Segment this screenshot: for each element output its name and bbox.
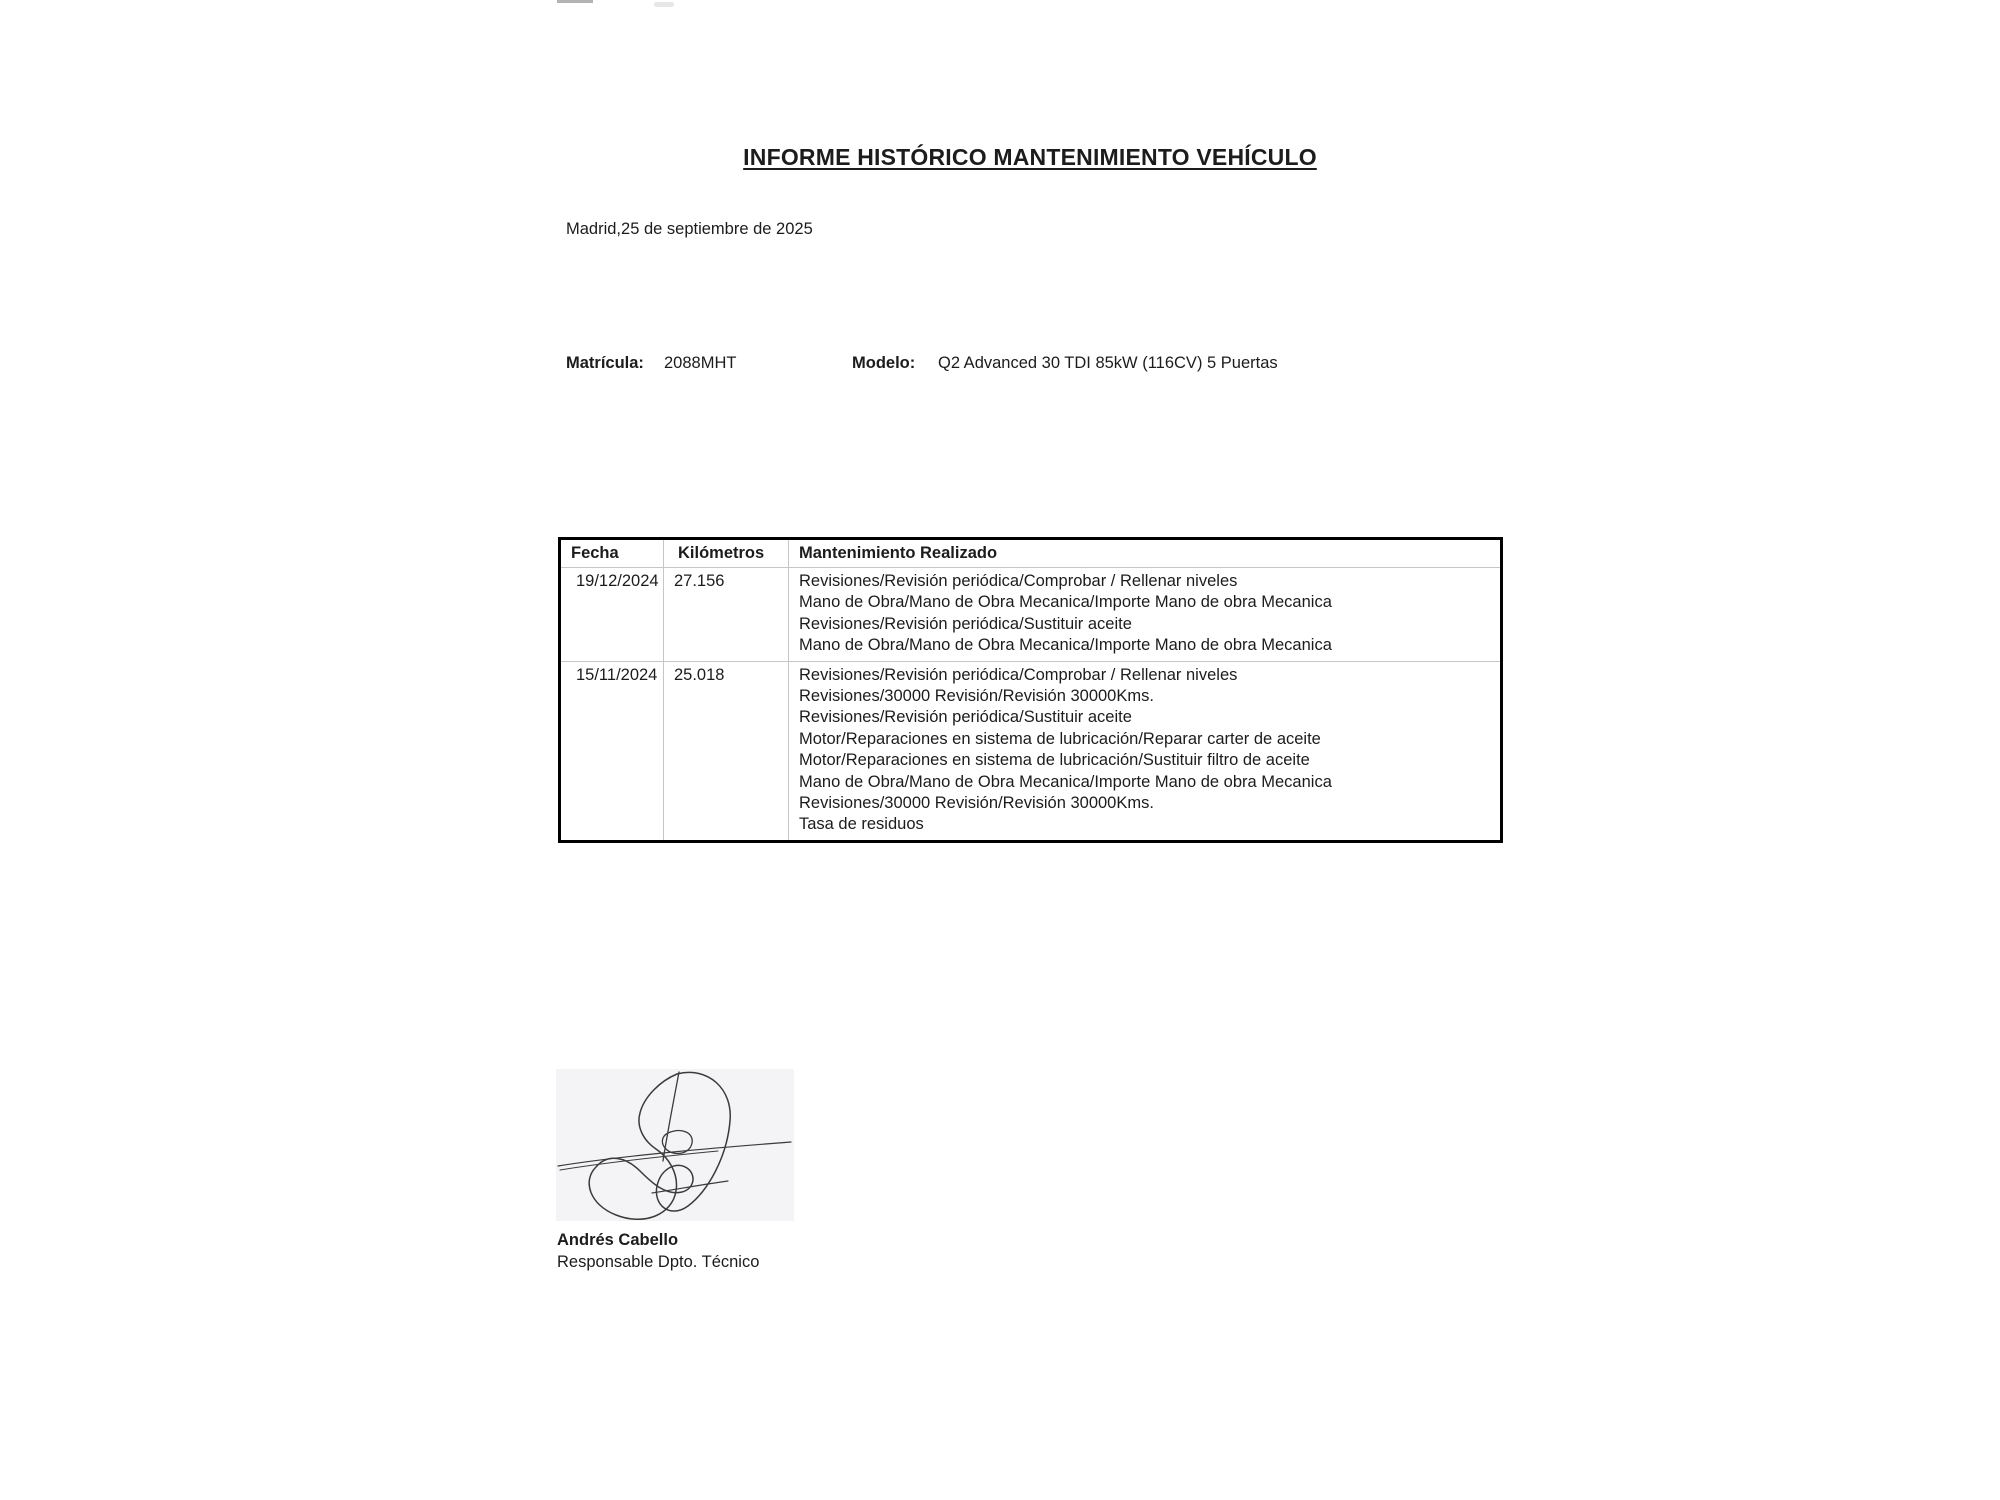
maintenance-item: Revisiones/Revisión periódica/Comprobar / Rellenar niveles <box>799 572 1238 590</box>
matricula-label: Matrícula: <box>566 354 644 372</box>
vehicle-info-line <box>0 354 2000 376</box>
maintenance-item: Mano de Obra/Mano de Obra Mecanica/Importe Mano de obra Mecanica <box>799 636 1332 655</box>
maintenance-item: Motor/Reparaciones en sistema de lubricación/Reparar carter de aceite <box>799 729 1321 748</box>
maintenance-item: Revisiones/Revisión periódica/Comprobar / Rellenar niveles <box>799 665 1238 684</box>
modelo-label: Modelo: <box>852 354 916 372</box>
modelo-value: Q2 Advanced 30 TDI 85kW (116CV) 5 Puertas <box>938 354 1278 372</box>
maintenance-item: Tasa de residuos <box>799 815 924 834</box>
kilometros-cell: 27.156 <box>664 568 789 662</box>
page-title: INFORME HISTÓRICO MANTENIMIENTO VEHÍCULO <box>743 144 1317 170</box>
fecha-cell: 15/11/2024 <box>560 661 664 841</box>
maintenance-item: Motor/Reparaciones en sistema de lubricación/Sustituir filtro de aceite <box>799 751 1310 770</box>
matricula-value: 2088MHT <box>664 354 737 372</box>
maintenance-item: Revisiones/Revisión periódica/Sustituir aceite <box>799 708 1132 727</box>
maintenance-item: Mano de Obra/Mano de Obra Mecanica/Importe Mano de obra Mecanica <box>799 772 1332 791</box>
kilometros-cell: 25.018 <box>664 661 789 841</box>
maintenance-history-table <box>558 537 1503 843</box>
cropped-logo-fragment <box>654 2 674 7</box>
table-header-row <box>560 539 1502 568</box>
column-header-kilometros: Kilómetros <box>664 539 789 568</box>
cropped-logo-fragment <box>557 0 593 3</box>
maintenance-item: Mano de Obra/Mano de Obra Mecanica/Importe Mano de obra Mecanica <box>799 593 1332 612</box>
column-header-fecha: Fecha <box>560 539 664 568</box>
signature-area <box>556 1069 794 1221</box>
maintenance-item: Revisiones/30000 Revisión/Revisión 30000Kms. <box>799 794 1154 813</box>
date-line: Madrid,25 de septiembre de 2025 <box>566 220 813 238</box>
signature-image <box>556 1069 794 1221</box>
signatory-name: Andrés Cabello <box>557 1231 679 1249</box>
maintenance-item: Revisiones/30000 Revisión/Revisión 30000Kms. <box>799 687 1154 706</box>
maintenance-cell <box>789 661 1502 841</box>
column-header-mantenimiento: Mantenimiento Realizado <box>789 539 1502 568</box>
table-row <box>560 568 1502 662</box>
maintenance-table-body <box>560 568 1502 842</box>
maintenance-item: Revisiones/Revisión periódica/Sustituir aceite <box>799 614 1132 633</box>
fecha-cell: 19/12/2024 <box>576 572 659 590</box>
table-row <box>560 661 1502 841</box>
maintenance-cell <box>789 568 1502 662</box>
signatory-role: Responsable Dpto. Técnico <box>557 1253 760 1271</box>
